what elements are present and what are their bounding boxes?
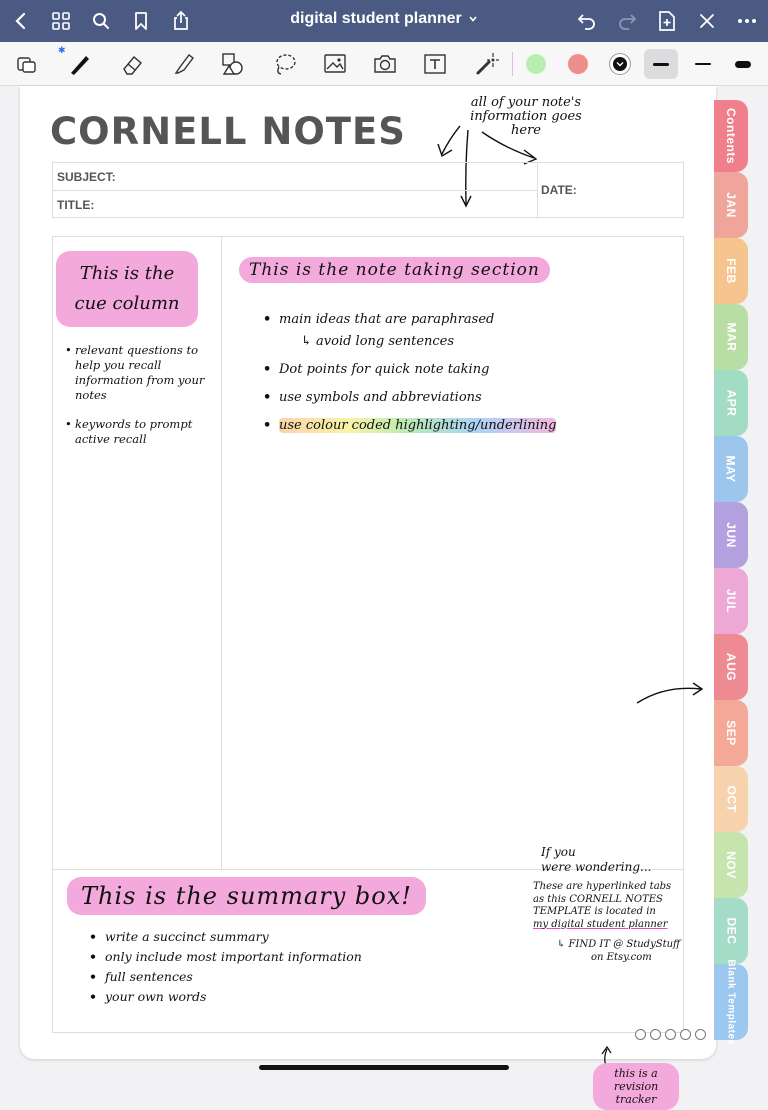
- bluetooth-icon: ✱: [58, 45, 66, 55]
- aside-line: ↳ FIND IT @ StudyStuff: [557, 939, 681, 950]
- tab-label: AUG: [723, 652, 738, 682]
- tab-label: FEB: [724, 258, 738, 284]
- aside-line: on Etsy.com: [591, 951, 652, 963]
- list-item-text: use symbols and abbreviations: [279, 390, 482, 405]
- highlighter-icon[interactable]: [168, 49, 198, 79]
- tab-nov[interactable]: [714, 832, 748, 898]
- tab-mar[interactable]: [714, 304, 748, 370]
- color-swatch-red[interactable]: [568, 54, 588, 74]
- note-list: [263, 311, 663, 445]
- list-item: • full sentences: [89, 969, 489, 985]
- tab-apr[interactable]: [714, 370, 748, 436]
- list-item: • relevant questions to help you recall information from your notes: [65, 343, 215, 403]
- close-icon[interactable]: [692, 6, 722, 36]
- laser-icon[interactable]: [472, 49, 502, 79]
- list-item-text: main ideas that are paraphrased: [279, 312, 495, 327]
- list-item: • only include most important information: [89, 949, 489, 965]
- tab-sep[interactable]: [714, 700, 748, 766]
- lasso-icon[interactable]: [270, 49, 300, 79]
- top-annotation-line: here: [511, 123, 541, 138]
- revision-checkbox[interactable]: [635, 1029, 646, 1040]
- add-page-icon[interactable]: [652, 6, 682, 36]
- tab-label: Blank Templates: [725, 958, 737, 1046]
- list-item: [263, 417, 663, 435]
- list-item: • keywords to prompt active recall: [65, 417, 215, 447]
- tab-dec[interactable]: [714, 898, 748, 964]
- tab-label: JAN: [723, 192, 738, 218]
- tracker-note: this is a revision tracker: [593, 1063, 679, 1110]
- tab-contents[interactable]: [714, 100, 748, 172]
- stroke-thick[interactable]: [728, 49, 758, 79]
- aside-line: my digital student planner: [533, 918, 668, 930]
- aside-line: TEMPLATE is located in: [533, 906, 656, 917]
- list-item: [263, 361, 663, 379]
- list-item: [263, 389, 663, 407]
- color-swatch-green[interactable]: [526, 54, 546, 74]
- list-item: [263, 311, 663, 351]
- tab-label: APR: [724, 389, 738, 417]
- top-annotation-line: information goes: [470, 109, 582, 124]
- stroke-medium[interactable]: [688, 49, 718, 79]
- image-icon[interactable]: [320, 49, 350, 79]
- subject-info-box: [52, 162, 684, 218]
- tab-label: OCT: [724, 785, 738, 813]
- tab-label: JUL: [723, 588, 738, 614]
- revision-checkbox[interactable]: [665, 1029, 676, 1040]
- note-section-heading: This is the note taking section: [239, 257, 550, 283]
- subject-label: SUBJECT:: [57, 170, 116, 184]
- hyperlink-aside: [533, 845, 733, 964]
- tab-feb[interactable]: [714, 238, 748, 304]
- document-title-text: digital student planner: [290, 10, 462, 27]
- title-field[interactable]: [53, 191, 538, 219]
- tab-label: SEP: [723, 720, 738, 746]
- shapes-icon[interactable]: [218, 49, 248, 79]
- chevron-down-icon: [615, 59, 625, 69]
- aside-arrow: [635, 681, 705, 707]
- title-label: TITLE:: [57, 198, 95, 212]
- revision-checkbox[interactable]: [695, 1029, 706, 1040]
- tab-jun[interactable]: [714, 502, 748, 568]
- eraser-icon[interactable]: [118, 49, 148, 79]
- cue-column-divider: [221, 237, 222, 869]
- toolbar-divider: [512, 52, 513, 76]
- aside-line: as this CORNELL NOTES: [533, 893, 663, 905]
- tab-label: JUN: [723, 522, 738, 548]
- date-label: DATE:: [541, 183, 577, 197]
- planner-page[interactable]: [20, 86, 716, 1106]
- list-item: • write a succinct summary: [89, 929, 489, 945]
- tab-may[interactable]: [714, 436, 748, 502]
- revision-tracker: [635, 1029, 706, 1040]
- subject-field[interactable]: [53, 163, 538, 191]
- tab-oct[interactable]: [714, 766, 748, 832]
- aside-line: were wondering...: [541, 860, 652, 874]
- tab-label: NOV: [723, 851, 738, 879]
- text-icon[interactable]: [420, 49, 450, 79]
- stroke-thin[interactable]: [644, 49, 678, 79]
- tab-jul[interactable]: [714, 568, 748, 634]
- revision-checkbox[interactable]: [680, 1029, 691, 1040]
- top-annotation-line: all of your note's: [470, 95, 582, 110]
- chevron-down-icon: [468, 15, 478, 23]
- list-item-sub: ↳ avoid long sentences: [301, 334, 455, 349]
- color-swatch-black[interactable]: [610, 54, 630, 74]
- page-title: CORNELL NOTES: [50, 110, 406, 153]
- list-item-text: use colour coded highlighting/underlining: [279, 418, 557, 433]
- read-only-icon[interactable]: [12, 49, 42, 79]
- app-top-bar: [0, 0, 768, 42]
- more-icon[interactable]: [732, 6, 762, 36]
- undo-icon[interactable]: [572, 6, 602, 36]
- tab-label: MAR: [723, 322, 738, 352]
- tab-aug[interactable]: [714, 634, 748, 700]
- tab-jan[interactable]: [714, 172, 748, 238]
- tab-label: DEC: [724, 917, 738, 945]
- cornell-notes-box: [52, 236, 684, 1106]
- tab-blank-templates[interactable]: [714, 958, 748, 1046]
- aside-line: These are hyperlinked tabs: [533, 881, 672, 892]
- summary-heading: This is the summary box!: [67, 877, 426, 915]
- list-item: • your own words: [89, 989, 489, 1005]
- tab-label: Contents: [724, 108, 738, 164]
- cue-column-heading: This is the cue column: [56, 251, 198, 327]
- pen-icon[interactable]: [58, 45, 94, 79]
- revision-checkbox[interactable]: [650, 1029, 661, 1040]
- aside-line: If you: [541, 845, 576, 859]
- redo-icon[interactable]: [612, 6, 642, 36]
- summary-list: [89, 929, 489, 1009]
- camera-icon[interactable]: [370, 49, 400, 79]
- home-indicator: [259, 1065, 509, 1070]
- cue-list: [65, 343, 215, 461]
- drawing-toolbar: [0, 42, 768, 86]
- tab-label: MAY: [723, 455, 738, 483]
- list-item-text: Dot points for quick note taking: [279, 362, 490, 377]
